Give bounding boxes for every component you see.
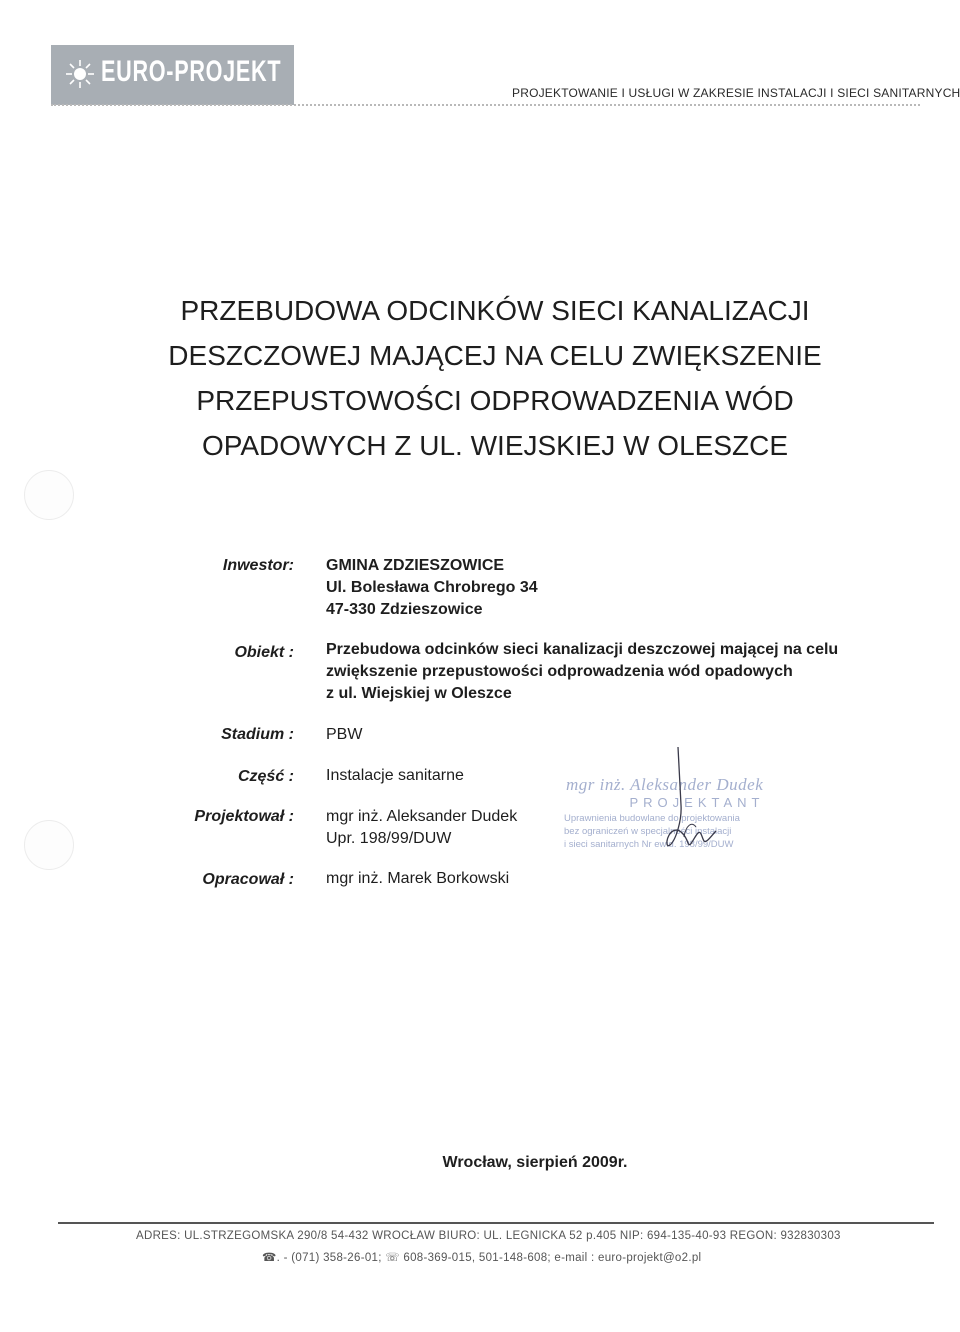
- handwritten-signature: [640, 745, 720, 865]
- projektowal-label: Projektował :: [194, 808, 294, 825]
- inwestor-line: Ul. Bolesława Chrobrego 34: [326, 579, 538, 596]
- obiekt-line: z ul. Wiejskiej w Oleszce: [326, 685, 512, 702]
- punch-hole: [24, 470, 74, 520]
- company-tagline: PROJEKTOWANIE I USŁUGI W ZAKRESIE INSTALACJI I SIECI SANITARNYCH: [512, 86, 960, 100]
- czesc-value: Instalacje sanitarne: [326, 767, 464, 784]
- title-line: DESZCZOWEJ MAJĄCEJ NA CELU ZWIĘKSZENIE: [168, 340, 822, 371]
- title-line: PRZEBUDOWA ODCINKÓW SIECI KANALIZACJI: [180, 295, 810, 326]
- inwestor-line: GMINA ZDZIESZOWICE: [326, 557, 505, 574]
- obiekt-line: Przebudowa odcinków sieci kanalizacji deszczowej mającej na celu: [326, 641, 839, 658]
- inwestor-label: Inwestor:: [222, 557, 294, 574]
- stadium-value: PBW: [326, 726, 363, 743]
- footer-divider: [58, 1222, 934, 1224]
- czesc-label: Część :: [237, 768, 294, 785]
- obiekt-label: Obiekt :: [234, 644, 294, 661]
- stadium-label: Stadium :: [221, 726, 294, 743]
- place-and-date: Wrocław, sierpień 2009r.: [442, 1154, 628, 1171]
- inwestor-value: [326, 555, 538, 621]
- stamp-name: mgr inż. Aleksander Dudek: [566, 775, 764, 794]
- logo-text: EURO-PROJEKT: [101, 55, 282, 88]
- footer-contact: ☎. - (071) 358-26-01; ☏ 608-369-015, 501-148-608; e-mail : euro-projekt@o2.pl: [262, 1252, 702, 1264]
- stamp-role: PROJEKTANT: [629, 795, 765, 810]
- footer-address: ADRES: UL.STRZEGOMSKA 290/8 54-432 WROCŁAW BIURO: UL. LEGNICKA 52 p.405 NIP: 694-135-40-93 REGON: 932830303: [136, 1230, 841, 1242]
- punch-hole: [24, 820, 74, 870]
- projektowal-line: mgr inż. Aleksander Dudek: [326, 808, 518, 825]
- inwestor-line: 47-330 Zdzieszowice: [326, 601, 483, 618]
- title-line: OPADOWYCH Z UL. WIEJSKIEJ W OLESZCE: [202, 430, 788, 461]
- sun-icon: [65, 59, 95, 89]
- stamp-line: Uprawnienia budowlane do projektowania: [564, 813, 740, 824]
- projektowal-line: Upr. 198/99/DUW: [326, 830, 452, 847]
- company-logo: [51, 45, 294, 105]
- stamp-line: i sieci sanitarnych Nr ewid. 198/99/DUW: [564, 839, 734, 850]
- obiekt-line: zwiększenie przepustowości odprowadzenia wód opadowych: [326, 663, 793, 680]
- title-line: PRZEPUSTOWOŚCI ODPROWADZENIA WÓD: [196, 385, 794, 416]
- opracowal-value: mgr inż. Marek Borkowski: [326, 870, 510, 887]
- opracowal-label: Opracował :: [202, 871, 294, 888]
- obiekt-value: [326, 639, 838, 705]
- document-title: [150, 288, 840, 468]
- stamp-line: bez ograniczeń w specjalności instalacji: [564, 826, 732, 837]
- projektowal-value: [326, 806, 517, 850]
- header-divider: [51, 104, 920, 106]
